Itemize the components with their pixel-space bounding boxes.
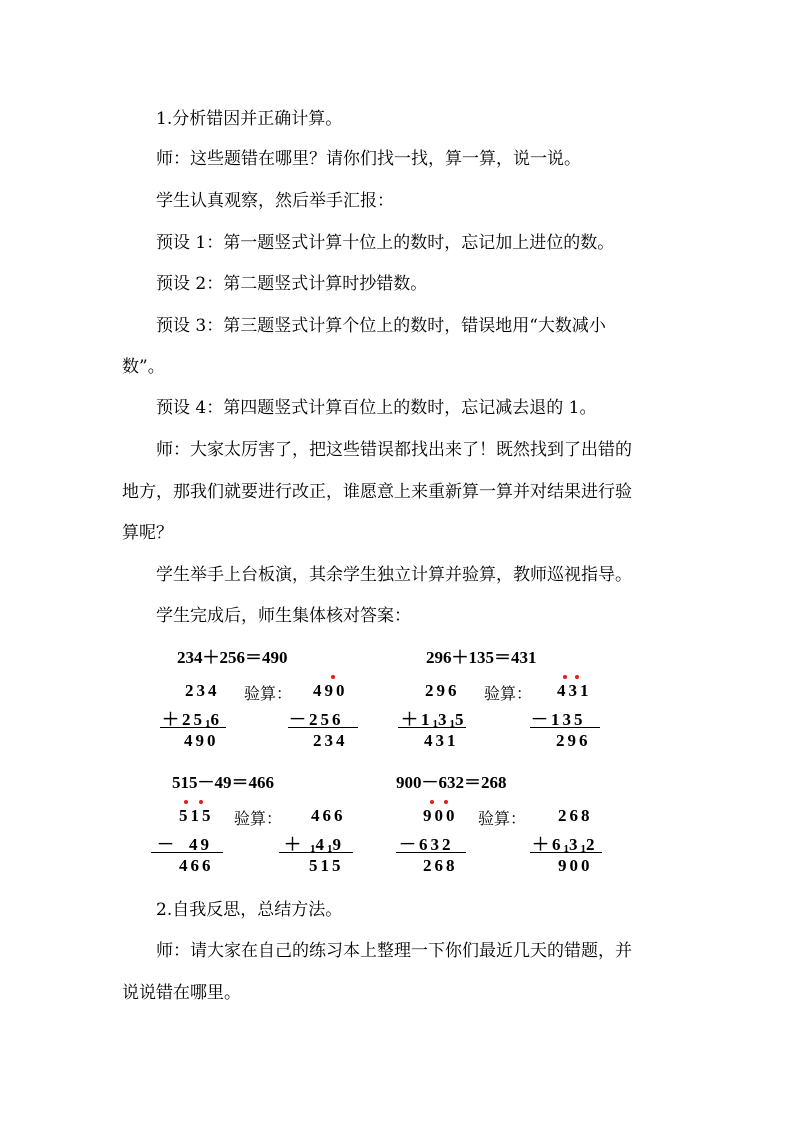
- borrow-dot: [563, 675, 567, 679]
- teacher-praise-line-2: 地方，那我们就要进行改正，谁愿意上来重新算一算并对结果进行验: [122, 482, 632, 502]
- student-report-intro: 学生认真观察，然后举手汇报：: [156, 191, 394, 211]
- calc-1-result: 490: [184, 731, 219, 750]
- calc-4-result: 268: [423, 856, 458, 875]
- check-label-2: 验算：: [484, 684, 533, 703]
- answer-check-intro: 学生完成后，师生集体核对答案：: [156, 606, 411, 626]
- borrow-dot: [331, 675, 335, 679]
- carry-mark: 1: [432, 718, 438, 730]
- calc-2-rule: [398, 727, 466, 728]
- preset-4: 预设 4：第四题竖式计算百位上的数时，忘记减去退的 1。: [156, 398, 597, 418]
- calc-4-top: 900: [423, 806, 458, 825]
- check-label-3: 验算：: [234, 809, 283, 828]
- teacher-praise-line-1: 师：大家太厉害了，把这些错误都找出来了！既然找到了出错的: [156, 440, 632, 460]
- carry-mark: 1: [205, 718, 211, 730]
- check-1-second: －256: [289, 710, 344, 729]
- borrow-dot: [199, 800, 203, 804]
- teacher-question: 师：这些题错在哪里？请你们找一找，算一算，说一说。: [156, 149, 581, 169]
- teacher-praise-line-3: 算呢？: [122, 523, 173, 543]
- check-4-result: 900: [558, 856, 593, 875]
- preset-1: 预设 1：第一题竖式计算十位上的数时，忘记加上进位的数。: [156, 233, 615, 253]
- check-2-top: 431: [557, 681, 592, 700]
- carry-mark: 1: [310, 843, 316, 855]
- calc-3-equation: 515－49＝466: [172, 773, 274, 792]
- calc-3-result: 466: [179, 856, 214, 875]
- calc-1-equation: 234＋256＝490: [177, 648, 288, 667]
- calc-3-top: 515: [179, 806, 214, 825]
- check-1-top: 490: [313, 681, 348, 700]
- calc-1-rule: [160, 727, 226, 728]
- check-4-second: ＋61312: [532, 835, 598, 855]
- teacher-instruction-line-1: 师：请大家在自己的练习本上整理一下你们最近几天的错题，并: [156, 941, 632, 961]
- board-practice: 学生举手上台板演，其余学生独立计算并验算，教师巡视指导。: [156, 565, 632, 585]
- preset-3-line-1: 预设 3：第三题竖式计算个位上的数时，错误地用“大数减小: [156, 316, 606, 336]
- check-3-result: 515: [309, 856, 344, 875]
- borrow-dot: [575, 675, 579, 679]
- check-4-rule: [530, 852, 602, 853]
- calc-1-top: 234: [185, 681, 220, 700]
- calc-3-second: － 49: [157, 835, 212, 854]
- check-3-top: 466: [311, 806, 346, 825]
- check-2-second: －135: [531, 710, 586, 729]
- borrow-dot: [444, 800, 448, 804]
- borrow-dot: [430, 800, 434, 804]
- check-1-result: 234: [313, 731, 348, 750]
- carry-mark: 1: [563, 843, 569, 855]
- calc-2-result: 431: [424, 731, 459, 750]
- calc-2-top: 296: [425, 681, 460, 700]
- check-label-1: 验算：: [244, 684, 293, 703]
- carry-mark: 1: [449, 718, 455, 730]
- carry-mark: 1: [580, 843, 586, 855]
- carry-mark: 1: [327, 843, 333, 855]
- calc-1-second: ＋2516: [162, 710, 222, 730]
- preset-2: 预设 2：第二题竖式计算时抄错数。: [156, 274, 428, 294]
- check-3-second: ＋ 1419: [284, 835, 344, 855]
- calc-4-second: －632: [399, 835, 454, 854]
- calc-4-equation: 900－632＝268: [396, 773, 507, 792]
- check-2-result: 296: [556, 731, 591, 750]
- check-1-rule: [288, 727, 358, 728]
- preset-3-line-2: 数”。: [122, 357, 165, 377]
- calc-2-equation: 296＋135＝431: [426, 648, 537, 667]
- check-3-rule: [279, 852, 353, 853]
- check-2-rule: [530, 727, 600, 728]
- borrow-dot: [184, 800, 188, 804]
- calc-2-second: ＋11315: [401, 710, 467, 730]
- calc-4-rule: [396, 852, 466, 853]
- check-4-top: 268: [558, 806, 593, 825]
- section-heading-2: 2.自我反思，总结方法。: [156, 900, 343, 920]
- calc-3-rule: [151, 852, 223, 853]
- teacher-instruction-line-2: 说说错在哪里。: [122, 983, 241, 1003]
- section-heading-1: 1.分析错因并正确计算。: [156, 109, 343, 129]
- calc-1-op: ＋: [162, 710, 182, 729]
- check-label-4: 验算：: [478, 809, 527, 828]
